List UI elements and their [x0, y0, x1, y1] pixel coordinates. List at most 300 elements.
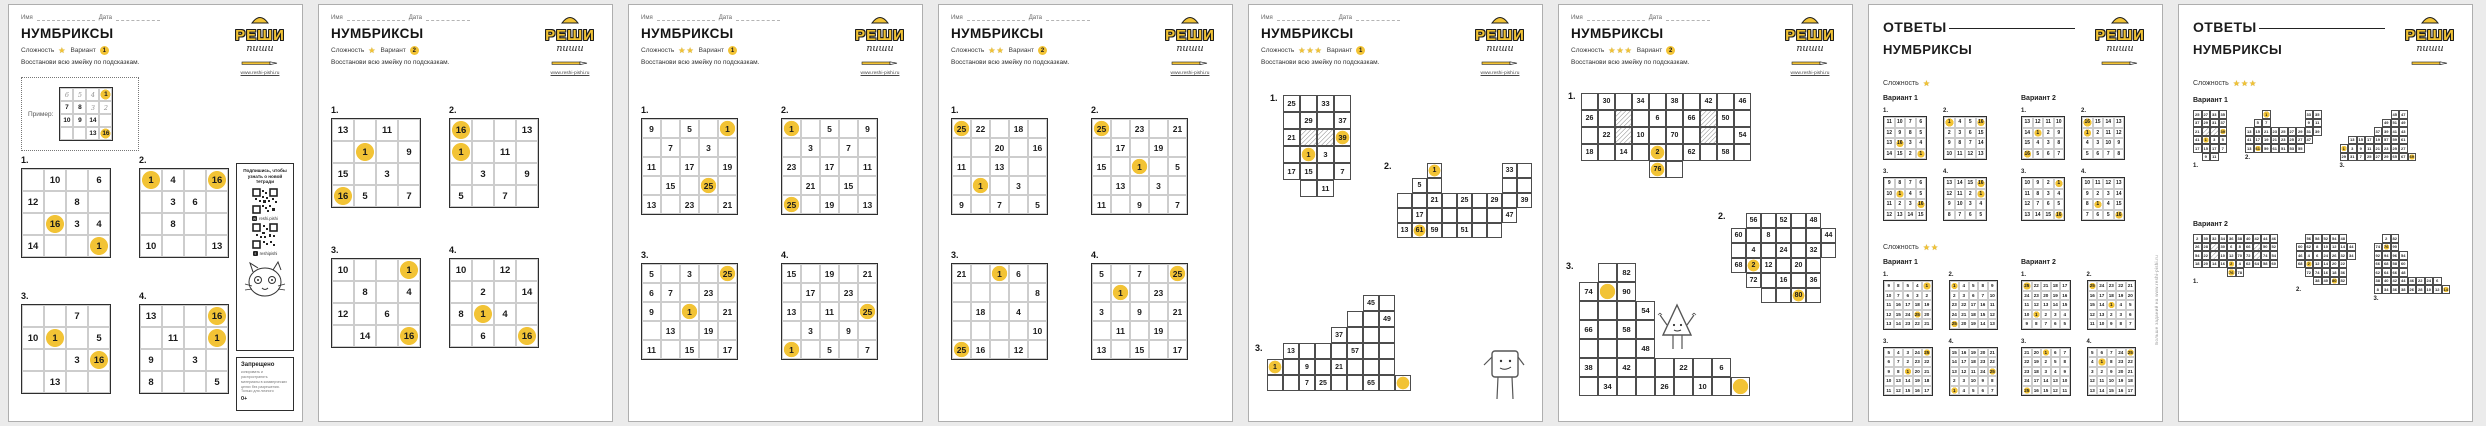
forbidden-line: Только для личного: [241, 389, 274, 394]
title-rule: [1949, 28, 2075, 29]
grid-cell: 11: [2093, 178, 2104, 189]
grid-cell: 3: [2043, 138, 2054, 149]
grid-cell: [1111, 119, 1130, 138]
grid-cell: 8: [140, 371, 162, 393]
grid-cell: 3: [1913, 291, 1923, 301]
grid-cell: [971, 157, 990, 176]
grid-cell: [1457, 208, 1472, 223]
grid-cell: 23: [782, 157, 801, 176]
puzzle-1: [641, 105, 738, 215]
grid-cell: 51: [2279, 144, 2288, 153]
name-date-row: [21, 14, 160, 21]
logo-script: пиши: [246, 43, 274, 54]
grid-cell: [162, 371, 184, 393]
puzzle-1: [1568, 91, 1751, 178]
grid-cell: [494, 119, 516, 141]
puzzle-label: 3.: [1566, 261, 1574, 271]
pencil-icon: [1170, 61, 1210, 66]
grid-cell: 2: [2041, 310, 2051, 320]
grid-cell: [1009, 195, 1028, 214]
answer-grid-label: 4.: [1943, 169, 1949, 175]
grid-cell: 12: [1959, 367, 1969, 377]
grid-cell: 34: [1598, 377, 1617, 396]
grid-cell: 58: [2261, 260, 2270, 269]
pencil-icon: [550, 61, 590, 66]
grid-cell: 6: [2043, 149, 2054, 160]
grid-cell: 21: [952, 264, 971, 283]
puzzle-2: [449, 105, 539, 208]
grid-cell: 2: [1746, 258, 1761, 273]
grid-cell: 16: [1959, 348, 1969, 358]
answer-grid-label: 3.: [1883, 169, 1889, 175]
grid-cell: 17: [2060, 281, 2070, 291]
grid-cell: 6: [184, 191, 206, 213]
answer-grid-label: 2.: [2245, 154, 2251, 161]
puzzle-grid: [21, 304, 111, 394]
pencil-icon: [2100, 61, 2140, 66]
grid-cell: 5: [1976, 210, 1987, 221]
grid-cell: 29: [2202, 119, 2211, 128]
grid-cell: 20: [2330, 260, 2339, 269]
grid-cell: [1111, 340, 1130, 359]
difficulty-stars: ★★: [678, 46, 695, 55]
grid-cell: 59: [2391, 136, 2400, 145]
grid-cell: 21: [1988, 348, 1998, 358]
grid-cell: 46: [2296, 251, 2305, 260]
grid-cell: 10: [332, 259, 354, 281]
worksheet-page-6: [1558, 4, 1853, 422]
grid-cell: 16: [2322, 268, 2331, 277]
grid-cell: 2: [2093, 128, 2104, 139]
grid-cell: 7: [1894, 291, 1904, 301]
grid-cell: 10: [1988, 291, 1998, 301]
grid-cell: 14: [1615, 144, 1632, 161]
answer-grid-label: 4.: [2081, 169, 2087, 175]
grid-cell: 2: [1950, 376, 1960, 386]
grid-cell: 15: [2041, 386, 2051, 396]
grid-cell: [1674, 377, 1693, 396]
grid-cell: 7: [661, 283, 680, 302]
answer-grid: [2374, 234, 2451, 294]
grid-cell: 20: [1791, 258, 1806, 273]
grid-cell: 9: [1988, 281, 1998, 291]
grid-cell: 7: [1130, 264, 1149, 283]
grid-cell: 16: [1976, 178, 1987, 189]
grid-cell: [1579, 377, 1598, 396]
grid-cell: 13: [1944, 178, 1955, 189]
grid-cell: 16: [1913, 386, 1923, 396]
answer-grid: [1883, 177, 1927, 221]
grid-cell: 38: [1666, 93, 1683, 110]
grid-cell: 7: [1978, 291, 1988, 301]
grid-cell: 21: [1283, 129, 1300, 146]
grid-cell: [1009, 283, 1028, 302]
grid-cell: [1317, 112, 1334, 129]
grid-cell: 11: [1969, 367, 1979, 377]
grid-cell: 56: [2305, 234, 2314, 243]
grid-cell: [1092, 176, 1111, 195]
grid-cell: 5: [73, 88, 86, 101]
grid-cell: 1: [1130, 157, 1149, 176]
answer-grid-label: 2.: [1948, 272, 1954, 278]
grid-cell: 3: [66, 213, 88, 235]
grid-cell: 23: [2271, 127, 2280, 136]
grid-cell: 9: [2305, 119, 2314, 128]
difficulty-stars: ★★★: [2232, 79, 2258, 88]
puzzle-1: [331, 105, 421, 208]
grid-cell: 13: [1092, 340, 1111, 359]
grid-cell: 57: [1347, 343, 1363, 359]
puzzle-grid: [641, 118, 738, 215]
grid-cell: 3: [1905, 138, 1916, 149]
variant-title: Вариант 1: [1883, 95, 1918, 102]
answer-grid: [2021, 116, 2065, 160]
grid-cell: 6: [642, 283, 661, 302]
grid-cell: 1: [88, 235, 110, 257]
grid-cell: [858, 283, 877, 302]
variant-badge: 2: [410, 46, 419, 55]
grid-cell: 8: [1944, 210, 1955, 221]
logo-word: РЕШИ: [2405, 27, 2455, 44]
grid-cell: [801, 195, 820, 214]
grid-cell: 20: [2041, 291, 2051, 301]
logo: [228, 12, 292, 76]
grid-cell: [44, 191, 66, 213]
grid-cell: 82: [2339, 277, 2348, 286]
grid-cell: [1649, 93, 1666, 110]
grid-cell: 11: [2103, 128, 2114, 139]
grid-cell: [718, 283, 737, 302]
grid-cell: [661, 195, 680, 214]
grid-cell: 11: [642, 157, 661, 176]
grid-cell: 14: [2097, 386, 2107, 396]
puzzle-grid: [1581, 93, 1751, 178]
grid-cell: 6: [1903, 291, 1913, 301]
grid-cell: 15: [1895, 149, 1906, 160]
grid-cell: [1397, 193, 1412, 208]
grid-cell: [1517, 178, 1532, 193]
grid-cell: 13: [2022, 117, 2033, 128]
grid-cell: 16: [2060, 291, 2070, 301]
grid-cell: [1028, 176, 1047, 195]
grid-cell: [332, 281, 354, 303]
grid-cell: 13: [2041, 300, 2051, 310]
grid-cell: 48: [1636, 339, 1655, 358]
puzzle-3: [1255, 295, 1411, 391]
grid-cell: 23: [1903, 319, 1913, 329]
puzzle-label: 3.: [331, 245, 339, 255]
grid-cell: [376, 259, 398, 281]
grid-cell: [60, 127, 73, 140]
grid-cell: [1283, 375, 1299, 391]
grid-cell: 3: [680, 264, 699, 283]
grid-cell: 62: [2305, 243, 2314, 252]
grid-cell: [820, 321, 839, 340]
variant-badge: 1: [728, 46, 737, 55]
difficulty-stars: ★★★: [1608, 46, 1633, 55]
grid-cell: 39: [2382, 127, 2391, 136]
grid-cell: 18: [1969, 357, 1979, 367]
grid-cell: 23: [839, 283, 858, 302]
grid-cell: 1: [1267, 359, 1283, 375]
grid-cell: [376, 325, 398, 347]
grid-cell: 66: [2391, 268, 2400, 277]
grid-cell: 10: [2425, 285, 2434, 294]
grid-cell: 18: [1581, 144, 1598, 161]
puzzle-grid: [781, 118, 878, 215]
grid-cell: 4: [1009, 302, 1028, 321]
grid-cell: 10: [1969, 376, 1979, 386]
grid-cell: 24: [1903, 310, 1913, 320]
puzzle-4: [449, 245, 539, 348]
grid-cell: 25: [1168, 264, 1187, 283]
answer-grid-block: [1883, 169, 1927, 221]
grid-cell: 2: [2193, 234, 2202, 243]
grid-cell: 10: [1884, 291, 1894, 301]
grid-cell: 7: [1988, 386, 1998, 396]
grid-cell: 6: [472, 325, 494, 347]
forbidden-line: копировать и распространять: [241, 370, 268, 379]
grid-cell: 11: [1884, 386, 1894, 396]
grid-cell: 25: [718, 264, 737, 283]
grid-cell: 2: [1922, 291, 1932, 301]
grid-cell: 12: [2114, 128, 2125, 139]
grid-cell: 78: [2236, 268, 2245, 277]
puzzle-label: 1.: [21, 155, 29, 165]
logo-cap-icon: [1180, 16, 1200, 24]
logo-word: РЕШИ: [1475, 27, 1525, 44]
grid-cell: [952, 138, 971, 157]
grid-cell: 68: [2296, 260, 2305, 269]
difficulty-stars: ★: [1922, 79, 1931, 88]
grid-cell: 11: [2210, 153, 2219, 162]
grid-cell: [2253, 251, 2262, 260]
grid-cell: 6: [2126, 310, 2136, 320]
grid-cell: 4: [88, 213, 110, 235]
variant-title: Вариант 2: [2021, 259, 2056, 266]
grid-cell: [1617, 377, 1636, 396]
grid-cell: 3: [2051, 310, 2061, 320]
grid-cell: [1317, 163, 1334, 180]
logo-script: пиши: [2416, 43, 2444, 54]
grid-cell: 12: [1884, 310, 1894, 320]
grid-cell: 15: [1965, 178, 1976, 189]
answer-grid: [1949, 280, 1999, 330]
grid-cell: 20: [2032, 348, 2042, 358]
grid-cell: 1: [2032, 310, 2042, 320]
grid-cell: 13: [2022, 210, 2033, 221]
grid-cell: 16: [2088, 291, 2098, 301]
grid-cell: 4: [2082, 138, 2093, 149]
grid-cell: 22: [1674, 358, 1693, 377]
grid-cell: 47: [2305, 136, 2314, 145]
grid-cell: [516, 303, 538, 325]
grid-cell: 3: [1905, 199, 1916, 210]
date-line: [1666, 14, 1710, 21]
grid-cell: 5: [2219, 136, 2228, 145]
grid-cell: 90: [1617, 282, 1636, 301]
variant-grids: [1883, 108, 1987, 221]
example-label: Пример:: [28, 110, 54, 118]
grid-cell: [140, 213, 162, 235]
grid-cell: 24: [2022, 376, 2032, 386]
grid-cell: 2: [99, 101, 112, 114]
grid-cell: 33: [1317, 95, 1334, 112]
grid-cell: 64: [2253, 260, 2262, 269]
grid-cell: 21: [1922, 319, 1932, 329]
grid-cell: 13: [2245, 144, 2254, 153]
grid-cell: 7: [2262, 119, 2271, 128]
grid-cell: 5: [1884, 348, 1894, 358]
difficulty-label: Сложность: [641, 47, 675, 54]
grid-cell: 13: [661, 321, 680, 340]
grid-cell: 21: [2022, 348, 2032, 358]
grid-cell: 12: [2227, 251, 2236, 260]
puzzle-label: 2.: [781, 105, 789, 115]
grid-cell: 14: [2103, 117, 2114, 128]
grid-cell: 8: [1895, 178, 1906, 189]
answer-grid-block: [1943, 108, 1987, 160]
grid-cell: [801, 157, 820, 176]
answer-grid-label: 3.: [2021, 169, 2027, 175]
grid-cell: 11: [1111, 321, 1130, 340]
grid-cell: [1412, 193, 1427, 208]
grid-cell: 4: [1746, 243, 1761, 258]
grid-cell: 11: [820, 302, 839, 321]
grid-cell: [839, 340, 858, 359]
grid-cell: 1: [1903, 367, 1913, 377]
grid-cell: 3: [1955, 128, 1966, 139]
puzzle-grid: [1091, 118, 1188, 215]
grid-cell: 11: [2097, 376, 2107, 386]
difficulty-label: Сложность: [951, 47, 985, 54]
grid-cell: 6: [1978, 386, 1988, 396]
difficulty-section: [1883, 79, 1931, 88]
grid-cell: [1598, 301, 1617, 320]
grid-cell: 13: [44, 371, 66, 393]
grid-cell: 12: [2051, 386, 2061, 396]
grid-cell: 11: [1955, 149, 1966, 160]
difficulty-stars: ★★★: [1298, 46, 1323, 55]
pencil-icon: [1480, 61, 1520, 66]
grid-cell: [1028, 157, 1047, 176]
grid-cell: 10: [2219, 251, 2228, 260]
answer-grid-block: [1943, 169, 1987, 221]
grid-cell: [858, 138, 877, 157]
grid-cell: 13: [1884, 138, 1895, 149]
grid-cell: 36: [2227, 234, 2236, 243]
grid-cell: 2: [2041, 357, 2051, 367]
answers-variant-block: [2193, 221, 2450, 304]
grid-cell: 19: [1922, 300, 1932, 310]
grid-cell: 10: [2082, 178, 2093, 189]
grid-cell: 22: [1959, 300, 1969, 310]
logo: [1158, 12, 1222, 76]
grid-cell: [971, 264, 990, 283]
grid-cell: [782, 321, 801, 340]
grid-cell: [1487, 223, 1502, 238]
grid-cell: 54: [2399, 251, 2408, 260]
grid-cell: 3: [2093, 138, 2104, 149]
grid-cell: 3: [1965, 199, 1976, 210]
grid-cell: 1: [1300, 146, 1317, 163]
puzzle-grid: [331, 258, 421, 348]
grid-cell: 9: [2357, 144, 2366, 153]
puzzle-label: 3.: [1255, 343, 1263, 353]
grid-cell: [1149, 340, 1168, 359]
grid-cell: 16: [88, 349, 110, 371]
grid-cell: 2: [1903, 357, 1913, 367]
grid-cell: 27: [2399, 144, 2408, 153]
grid-cell: [1517, 163, 1532, 178]
grid-cell: 4: [2236, 260, 2245, 269]
grid-cell: 8: [1761, 228, 1776, 243]
grid-cell: [1300, 129, 1317, 146]
grid-cell: 1: [2054, 178, 2065, 189]
grid-cell: [88, 305, 110, 327]
grid-cell: [2253, 243, 2262, 252]
grid-cell: 50: [1717, 110, 1734, 127]
grid-cell: [1806, 258, 1821, 273]
answer-grid-label: 3.: [2373, 295, 2379, 302]
grid-cell: 40: [2322, 277, 2331, 286]
grid-cell: 5: [2082, 149, 2093, 160]
grid-cell: 20: [2116, 367, 2126, 377]
answer-grid-label: 3.: [2339, 163, 2345, 169]
difficulty-label: Сложность: [1883, 244, 1919, 251]
grid-cell: [516, 185, 538, 207]
grid-cell: [990, 340, 1009, 359]
grid-cell: 12: [1944, 189, 1955, 200]
grid-cell: [1666, 161, 1683, 178]
qr-code-icon: [252, 223, 278, 249]
grid-cell: 31: [2348, 153, 2357, 162]
grid-cell: 22: [1598, 127, 1615, 144]
grid-cell: 16: [1776, 273, 1791, 288]
grid-cell: 8: [2033, 189, 2044, 200]
grid-cell: [1130, 138, 1149, 157]
puzzle-grid: [1283, 95, 1351, 197]
grid-cell: 10: [2097, 319, 2107, 329]
grid-cell: 32: [2339, 251, 2348, 260]
grid-cell: 62: [1683, 144, 1700, 161]
grid-cell: [1092, 321, 1111, 340]
grid-cell: 1: [1895, 189, 1906, 200]
grid-cell: 7: [1334, 163, 1351, 180]
answers-variant-block: [1883, 95, 1987, 221]
grid-cell: [839, 302, 858, 321]
grid-cell: 61: [2254, 144, 2263, 153]
answer-grid-block: [2081, 169, 2125, 221]
grid-cell: [22, 349, 44, 371]
grid-cell: 22: [1913, 319, 1923, 329]
grid-cell: 12: [2433, 285, 2442, 294]
puzzle-label: 1.: [1568, 91, 1576, 101]
date-label: Дата: [1028, 15, 1042, 21]
grid-cell: 21: [801, 176, 820, 195]
grid-cell: [1761, 273, 1776, 288]
grid-cell: 10: [1884, 189, 1895, 200]
qr2-label: reshipishi: [259, 251, 278, 257]
grid-cell: 14: [2041, 376, 2051, 386]
grid-cell: [952, 176, 971, 195]
grid-cell: 2: [2382, 234, 2391, 243]
grid-cell: 29: [1300, 112, 1317, 129]
grid-cell: 7: [2107, 348, 2117, 358]
grid-cell: 37: [2219, 119, 2228, 128]
grid-cell: 24: [1776, 243, 1791, 258]
grid-cell: 3: [2210, 136, 2219, 145]
